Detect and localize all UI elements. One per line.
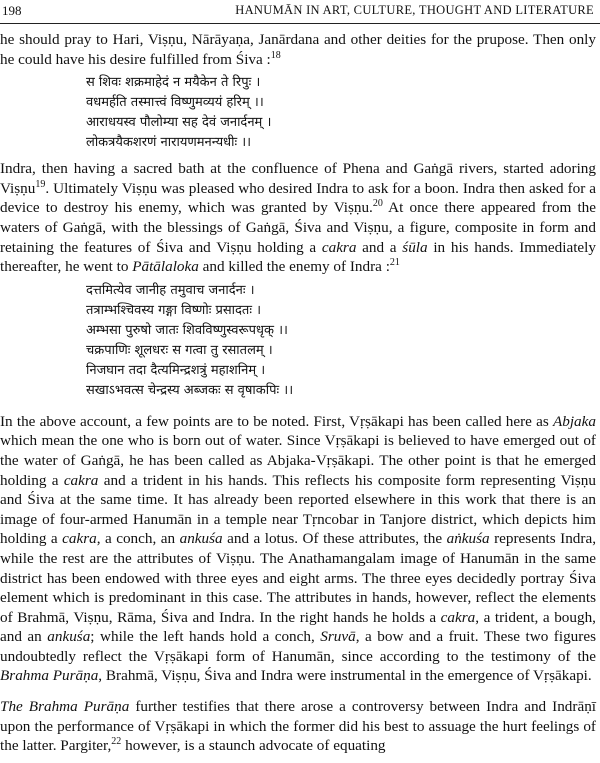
italic-term: aṅkuśa: [446, 530, 490, 548]
italic-term: cakra: [321, 238, 357, 256]
footnote-ref-22: 22: [111, 736, 122, 748]
paragraph-3: In the above account, a few points are to be noted. First, Vṛṣākapi has been called here as Abjaka which mean the one who is born out of water. Since Vṛṣākapi is believed to have emerged out of the water of Gaṅgā, he has been called as Abjaka-Vṛṣākapi. The other point is that he emerged holding a cakra and a trident in his hands. This reflects his composite form representing Viṣṇu and Śiva at the same time. It has already been reported elsewhere in this work that there is an image of four-armed Hanumān in a temple near Tṛncobar in Tanjore district, which depicts him holding a cakra, a conch, an ankuśa and a lotus. Of these attributes, the aṅkuśa represents Indra, while the rest are the attributes of Viṣṇu. The Anathamangalam image of Hanumān in the same district has been endowed with three eyes and eight arms. The three eyes decidedly portray Śiva element which is predominant in this case. The attributes in hands, however, reflect the elements of Brahmā, Viṣṇu, Rāma, Śiva and Indra. In the right hands he holds a cakra, a trident, a bough, and an ankuśa; while the left hands hold a conch, Sruvā, a bow and a fruit. These two figures undoubtedly reflect the Vṛṣākapi form of Hanumān, since according to the testimony of the Brahma Purāṇa, Brahmā, Viṣṇu, Śiva and Indra were instrumental in the emergence of Vṛṣākapi.: [0, 412, 596, 685]
italic-term: cakra: [63, 471, 99, 489]
verse-line: चक्रपाणिः शूलधरः स गत्वा तु रसातलम् ।: [86, 342, 273, 358]
page-header: [0, 0, 600, 24]
italic-term: cakra: [62, 530, 97, 548]
verse-line: वधमर्हति तस्मात्त्वं विष्णुमव्ययं हरिम् ।।: [86, 95, 264, 111]
verse-line: तत्राम्भश्चिवस्य गङ्गा विष्णोः प्रसादतः ।: [86, 302, 261, 318]
footnote-ref-19: 19: [35, 178, 46, 190]
italic-term: cakra: [440, 608, 476, 626]
sanskrit-verse-2: [86, 281, 596, 401]
verse-line: आराधयस्व पौलोम्या सह देवं जनार्दनम् ।: [86, 115, 272, 131]
italic-term: Pātālaloka: [132, 258, 199, 276]
italic-title: The Brahma Purāṇa: [0, 698, 130, 716]
footnote-ref-20: 20: [372, 198, 383, 210]
verse-line: निजघान तदा दैत्यमिन्द्रशत्रुं महाशनिम् ।: [86, 362, 266, 378]
paragraph-2: Indra, then having a sacred bath at the confluence of Phena and Gaṅgā rivers, started adoring Viṣṇu$^{19}$. Ultimately Viṣṇu was pleased who desired Indra to ask for a boon. Indra then asked for a device to destroy his enemy, which was granted by Viṣṇu.$^{20}$ At once there appeared from the waters of Gaṅgā, with the blessings of Gaṅgā, Śiva and Viṣṇu, a figure, composite in form and retaining the features of Śiva and Viṣṇu holding a cakra and a śūla in his hands. Immediately thereafter, he went to Pātālaloka and killed the enemy of Indra :$^{21}$: [0, 160, 596, 276]
italic-term: śūla: [402, 238, 428, 256]
verse-line: दत्तमित्येव जानीह तमुवाच जनार्दनः ।: [86, 282, 255, 298]
italic-title: Brahma Purāṇa: [0, 667, 99, 685]
page-number: 198: [2, 3, 22, 18]
verse-line: लोकत्रयैकशरणं नारायणमनन्यधीः ।।: [86, 135, 252, 151]
verse-line: सखाऽभवत्स चेन्द्रस्य अब्जकः स वृषाकपिः ।।: [86, 382, 294, 398]
footnote-ref-21: 21: [389, 257, 400, 269]
paragraph-4: The Brahma Purāṇa further testifies that there arose a controversy between Indra and Indrāṇī upon the performance of Vṛṣākapi in which the former did his best to assuage the hurt feelings of the latter. Pargiter,$^{22}$ however, is a staunch advocate of equating: [0, 698, 597, 755]
running-head: HANUMĀN IN ART, CULTURE, THOUGHT AND LITERATURE: [235, 3, 594, 17]
italic-term: Abjaka: [552, 412, 596, 430]
body-text: [0, 30, 596, 756]
italic-term: ankuśa: [179, 530, 223, 548]
footnote-ref-18: 18: [270, 49, 281, 61]
paragraph-1: he should pray to Hari, Viṣṇu, Nārāyaṇa, Janārdana and other deities for the prupose. Then only he could have his desire fulfilled from Śiva :$^{18}$: [0, 31, 596, 68]
italic-term: Sruvā: [320, 628, 356, 646]
sanskrit-verse-1: [86, 73, 596, 153]
verse-line: अम्भसा पुरुषो जातः शिवविष्णुस्वरूपधृक् ।।: [86, 322, 288, 338]
verse-line: स शिवः शक्रमाहेदं न मयैकेन ते रिपुः ।: [86, 75, 261, 91]
italic-term: ankuśa: [47, 628, 91, 646]
